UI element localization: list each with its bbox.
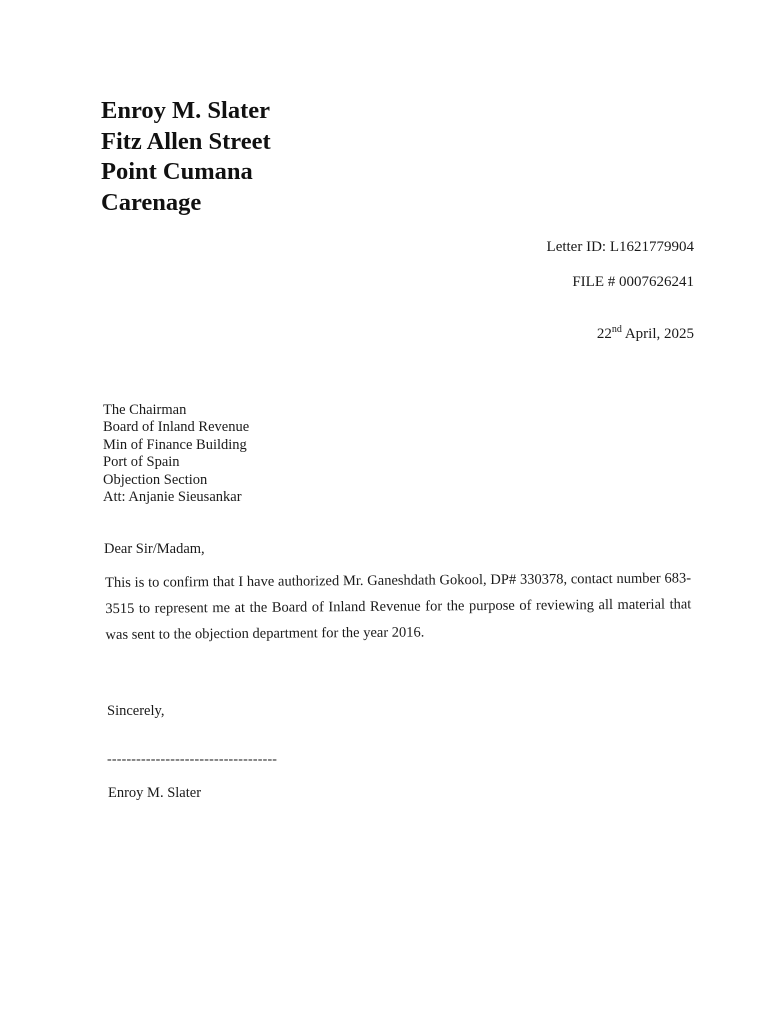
letter-date: [597, 326, 694, 343]
signatory-name: Enroy M. Slater: [108, 785, 202, 801]
letter-id: Letter ID: L1621779904: [546, 239, 694, 255]
sender-district: Carenage: [101, 188, 202, 216]
file-number: FILE # 0007626241: [572, 274, 694, 290]
date-rest: April, 2025: [621, 326, 694, 342]
recipient-line: Min of Finance Building: [103, 436, 247, 453]
recipient-line: The Chairman: [103, 402, 187, 418]
sender-address: [101, 96, 271, 218]
date-suffix: nd: [611, 324, 622, 335]
sender-street: Fitz Allen Street: [101, 127, 271, 155]
sender-name: Enroy M. Slater: [101, 97, 270, 124]
signature-line: -----------------------------------: [107, 752, 278, 767]
sender-area: Point Cumana: [101, 158, 253, 185]
recipient-address: [103, 402, 249, 506]
closing: Sincerely,: [107, 703, 165, 719]
date-day: 22: [596, 326, 612, 342]
letter-body: This is to confirm that I have authorized Mr. Ganeshdath Gokool, DP# 330378, contact number 683-3515 to represent me at the Board of Inland Revenue for the purpose of reviewing all material that was sent to the objection department for the year 2016.: [105, 570, 692, 643]
salutation: Dear Sir/Madam,: [104, 541, 205, 557]
recipient-line: Board of Inland Revenue: [103, 419, 250, 436]
recipient-line: Objection Section: [103, 471, 208, 488]
recipient-line: Port of Spain: [103, 454, 180, 471]
recipient-line: Att: Anjanie Sieusankar: [103, 489, 242, 506]
